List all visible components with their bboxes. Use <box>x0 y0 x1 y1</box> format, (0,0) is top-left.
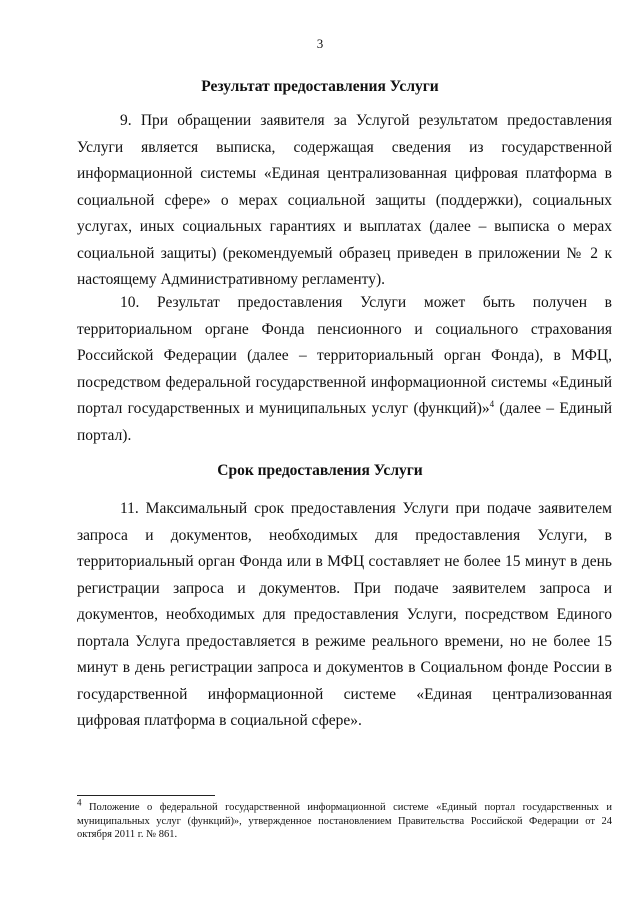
footnote <box>77 797 612 842</box>
paragraph-10 <box>77 290 612 449</box>
paragraph-10-text: 10. Результат предоставления Услуги может быть получен в территориальном органе Фонда пенсионного и социального страхования Российской Федерации (далее – территориальный орган Фонда), в МФЦ, посредством федеральной государственной информационной системы «Единый портал государственных и муниципальных услуг (функций)» <box>77 294 612 417</box>
page-number: 3 <box>316 36 324 51</box>
footnote-divider <box>77 795 215 796</box>
footnote-text: Положение о федеральной государственной информационной системе «Единый портал государственных и муниципальных услуг (функций)», утвержденное постановлением Правительства Российской Федерации от 24 октября 2011 г. № 861. <box>77 802 612 840</box>
section-heading-term: Срок предоставления Услуги <box>217 462 423 479</box>
section-heading-result: Результат предоставления Услуги <box>201 78 439 95</box>
paragraph-9: 9. При обращении заявителя за Услугой результатом предоставления Услуги является выписка, содержащая сведения из государственной информационной системы «Единая централизованная цифровая платформа в социальной сфере» о мерах социальной защиты (поддержки), социальных услугах, иных социальных гарантиях и выплатах (далее – выписка о мерах социальной защиты) (рекомендуемый образец приведен в приложении № 2 к настоящему Административному регламенту). <box>77 112 612 288</box>
footnote-marker: 4 <box>77 797 82 808</box>
paragraph-10-tail: (далее – Единый портал). <box>77 400 612 444</box>
paragraph-11: 11. Максимальный срок предоставления Услуги при подаче заявителем запроса и документов, необходимых для предоставления Услуги, в территориальный орган Фонда или в МФЦ составляет не более 15 минут в день регистрации запроса и документов. При подаче заявителем запроса и документов, необходимых для предоставления Услуги, посредством Единого портала Услуга предоставляется в режиме реального времени, но не более 15 минут в день регистрации запроса и документов в Социальном фонде России в государственной информационной системе «Единая централизованная цифровая платформа в социальной сфере». <box>77 500 612 729</box>
footnote-reference: 4 <box>489 398 495 409</box>
